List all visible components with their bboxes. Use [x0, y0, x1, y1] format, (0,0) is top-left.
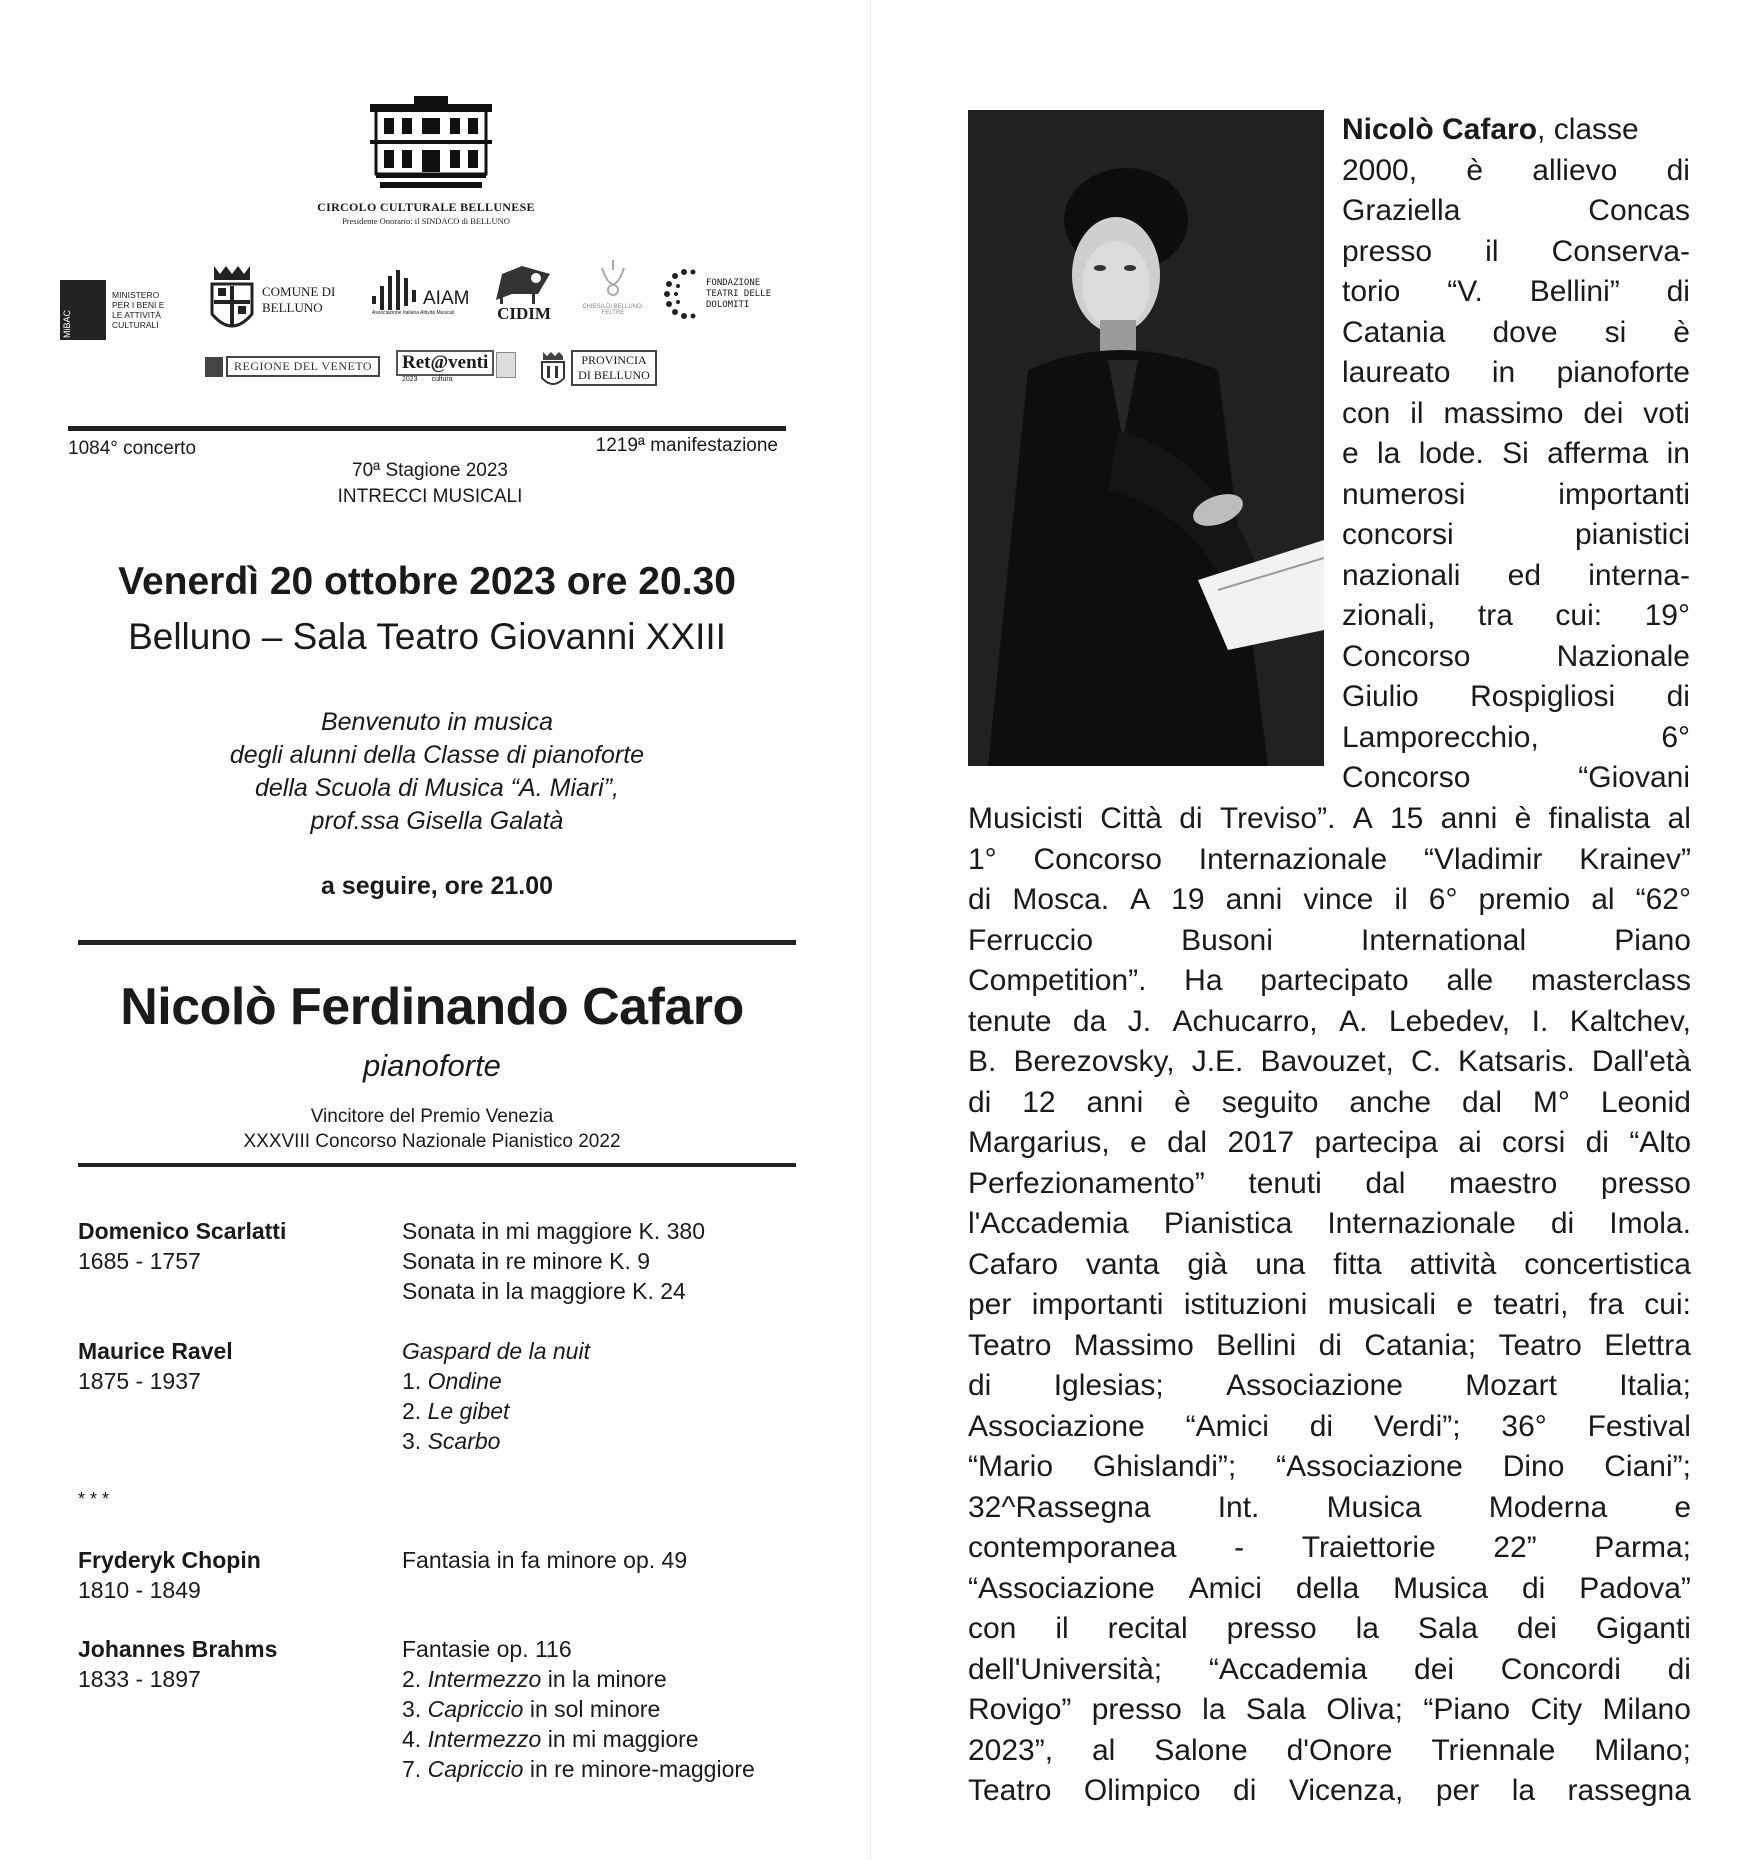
bio-line: Teatro Olimpico di Vicenza, per la rassegna — [968, 1774, 1691, 1807]
season: 70ª Stagione 2023 — [352, 460, 508, 481]
bio-line: 2023”, al Salone d'Onore Triennale Milano; — [968, 1733, 1691, 1767]
intermission-marker: * * * — [78, 1489, 110, 1509]
program-works-3 — [402, 1545, 687, 1575]
performer-photo — [968, 110, 1324, 766]
bio-line: contemporanea - Traiettorie 22” Parma; — [968, 1531, 1691, 1564]
program-works-1 — [402, 1216, 705, 1306]
bio-line: 32^Rassegna Int. Musica Moderna e — [968, 1490, 1691, 1524]
bio-line: di Iglesias; Associazione Mozart Italia; — [968, 1369, 1691, 1402]
series-title: INTRECCI MUSICALI — [337, 486, 523, 507]
concert-program-page — [0, 0, 870, 1860]
work-item: Sonata in mi maggiore K. 380 — [402, 1218, 706, 1244]
bio-line: Perfezionamento” tenuti dal maestro presso — [968, 1166, 1691, 1200]
sponsor-logos-row-2 — [205, 348, 665, 388]
mibac-mark-icon: MiBAC — [60, 280, 106, 340]
aiam-logo: AIAM Associazione Italiana Attività Musicali — [372, 270, 482, 316]
performer-name: Nicolò Ferdinando Cafaro — [120, 978, 744, 1036]
bio-line: laureato in pianoforte — [1342, 356, 1690, 389]
concert-date-time: Venerdì 20 ottobre 2023 ore 20.30 — [118, 560, 736, 603]
bio-line: Competition”. Ha partecipato alle masterclass — [968, 964, 1691, 997]
bio-line: Teatro Massimo Bellini di Catania; Teatro Elettra — [968, 1328, 1691, 1362]
bio-line: “Mario Ghislandi”; “Associazione Dino Ciani”; — [968, 1450, 1691, 1483]
bio-line: Cafaro vanta già una fitta attività concertistica — [968, 1247, 1691, 1281]
comune-logo: COMUNE DI BELLUNO — [208, 262, 356, 338]
follow-up-time: a seguire, ore 21.00 — [320, 872, 554, 900]
work-item: 1. Ondine — [402, 1368, 502, 1394]
bio-line: Rovigo” presso la Sala Oliva; “Piano City Milano — [968, 1693, 1691, 1726]
work-item: 3. Capriccio in sol minore — [402, 1696, 661, 1722]
bio-line: nazionali ed interna- — [1342, 558, 1690, 592]
program-composer-3: Fryderyk Chopin 1810 - 1849 — [78, 1547, 261, 1603]
program-works-2 — [402, 1336, 590, 1456]
work-item: 4. Intermezzo in mi maggiore — [402, 1726, 699, 1752]
program-composer-4: Johannes Brahms 1833 - 1897 — [78, 1636, 278, 1692]
reteventi-logo: Ret@venti 2023 cultura — [396, 350, 494, 383]
work-item: Sonata in re minore K. 9 — [402, 1248, 651, 1274]
bio-line: 2000, è allievo di — [1342, 153, 1690, 187]
bio-line: zionali, tra cui: 19° — [1342, 599, 1690, 632]
aiam-bars-icon — [372, 270, 420, 310]
bio-line: concorsi pianistici — [1342, 518, 1690, 551]
prize-info: Vincitore del Premio Venezia XXXVIII Concorso Nazionale Pianistico 2022 — [243, 1106, 621, 1152]
performer-top-rule — [78, 940, 796, 945]
bio-line: 1° Concorso Internazionale “Vladimir Krainev” — [968, 842, 1691, 876]
bio-line: l'Accademia Pianistica Internazionale di Imola. — [968, 1207, 1691, 1240]
welcome-text: Benvenuto in musica degli alunni della Classe di pianoforte della Scuola di Musica “A. Miari”, prof.ssa Gisella Galatà — [229, 708, 645, 835]
bio-line: Lamporecchio, 6° — [1342, 720, 1690, 754]
bio-line: Concorso Nazionale — [1342, 639, 1690, 673]
bio-line: B. Berezovsky, J.E. Bavouzet, C. Katsaris. Dall'età — [968, 1045, 1691, 1078]
performer-bottom-rule — [78, 1163, 796, 1167]
bio-line: torio “V. Bellini” di — [1342, 275, 1690, 308]
chiesa-logo: CHIESA DI BELLUNO-FELTRE — [578, 260, 648, 316]
sponsor-logos-row-1 — [60, 256, 780, 336]
regione-logo: REGIONE DEL VENETO — [205, 356, 380, 377]
cidim-logo: CIDIM — [492, 264, 556, 324]
bio-line: Giulio Rospigliosi di — [1342, 680, 1690, 713]
cidim-piano-icon — [492, 264, 556, 304]
work-item: 2. Intermezzo in la minore — [402, 1666, 667, 1692]
concert-number: 1084° concerto — [68, 438, 197, 459]
bio-line: “Associazione Amici della Musica di Padova” — [968, 1571, 1691, 1605]
bio-line: Musicisti Città di Treviso”. A 15 anni è finalista al — [968, 802, 1691, 835]
bio-line: Margarius, e dal 2017 partecipa ai corsi di “Alto — [968, 1126, 1691, 1159]
bio-line: tenute da J. Achucarro, A. Lebedev, I. Kaltchev, — [968, 1004, 1691, 1038]
org-name: CIRCOLO CULTURALE BELLUNESE — [317, 200, 535, 214]
work-item: Fantasie op. 116 — [402, 1636, 572, 1662]
fondazione-c-icon — [664, 266, 700, 322]
chiesa-icon — [598, 260, 628, 304]
bio-line: Nicolò Cafaro, classe — [1342, 113, 1639, 146]
bio-line: e la lode. Si afferma in — [1342, 437, 1690, 470]
regione-lion-icon — [205, 357, 223, 377]
provincia-crest-icon — [539, 348, 567, 388]
work-item: 3. Scarbo — [402, 1428, 501, 1454]
work-item: Sonata in la maggiore K. 24 — [402, 1278, 686, 1304]
bio-line: con il massimo dei voti — [1342, 396, 1690, 430]
bio-line: dell'Università; “Accademia dei Concordi di — [968, 1652, 1691, 1686]
biography-text-column — [1342, 110, 1690, 799]
small-block-logo — [496, 352, 516, 378]
page-fold-divider — [870, 0, 871, 1860]
bio-line: numerosi importanti — [1342, 477, 1690, 511]
event-number: 1219ª manifestazione — [595, 435, 778, 456]
bio-line: di 12 anni è seguito anche dal M° Leonid — [968, 1085, 1691, 1119]
work-item: 7. Capriccio in re minore-maggiore — [402, 1756, 755, 1782]
concert-venue: Belluno – Sala Teatro Giovanni XXIII — [128, 616, 726, 657]
small-block-icon — [496, 352, 516, 378]
bio-line: Concorso “Giovani — [1342, 761, 1690, 794]
program-composer-2: Maurice Ravel 1875 - 1937 — [78, 1338, 233, 1394]
org-subtitle: Presidente Onorario: il SINDACO di BELLUNO — [342, 216, 510, 226]
circolo-building-logo — [366, 96, 496, 192]
work-item: Gaspard de la nuit — [402, 1338, 590, 1364]
bio-line: con il recital presso la Sala dei Giganti — [968, 1612, 1691, 1645]
program-works-4 — [402, 1634, 755, 1784]
top-rule — [68, 426, 786, 431]
bio-line: Catania dove si è — [1342, 315, 1690, 349]
provincia-logo: PROVINCIA DI BELLUNO — [539, 348, 657, 388]
instrument: pianoforte — [363, 1048, 501, 1083]
program-composer-1: Domenico Scarlatti 1685 - 1757 — [78, 1218, 287, 1274]
bio-line: di Mosca. A 19 anni vince il 6° premio al “62° — [968, 883, 1691, 916]
biography-text-full-width — [968, 799, 1691, 1812]
bio-line: Associazione “Amici di Verdi”; 36° Festival — [968, 1409, 1691, 1443]
bio-line: Ferruccio Busoni International Piano — [968, 923, 1691, 957]
work-item: 2. Le gibet — [402, 1398, 510, 1424]
fondazione-logo: FONDAZIONE TEATRI DELLE DOLOMITI — [664, 266, 786, 322]
mibac-logo: MiBAC MINISTERO PER I BENI E LE ATTIVITÀ CULTURALI — [60, 280, 176, 340]
bio-line: presso il Conserva- — [1342, 234, 1690, 268]
work-item: Fantasia in fa minore op. 49 — [402, 1547, 688, 1573]
bio-line: Graziella Concas — [1342, 194, 1690, 227]
bio-line: per importanti istituzioni musicali e teatri, fra cui: — [968, 1288, 1691, 1321]
comune-crest-icon — [208, 262, 256, 338]
